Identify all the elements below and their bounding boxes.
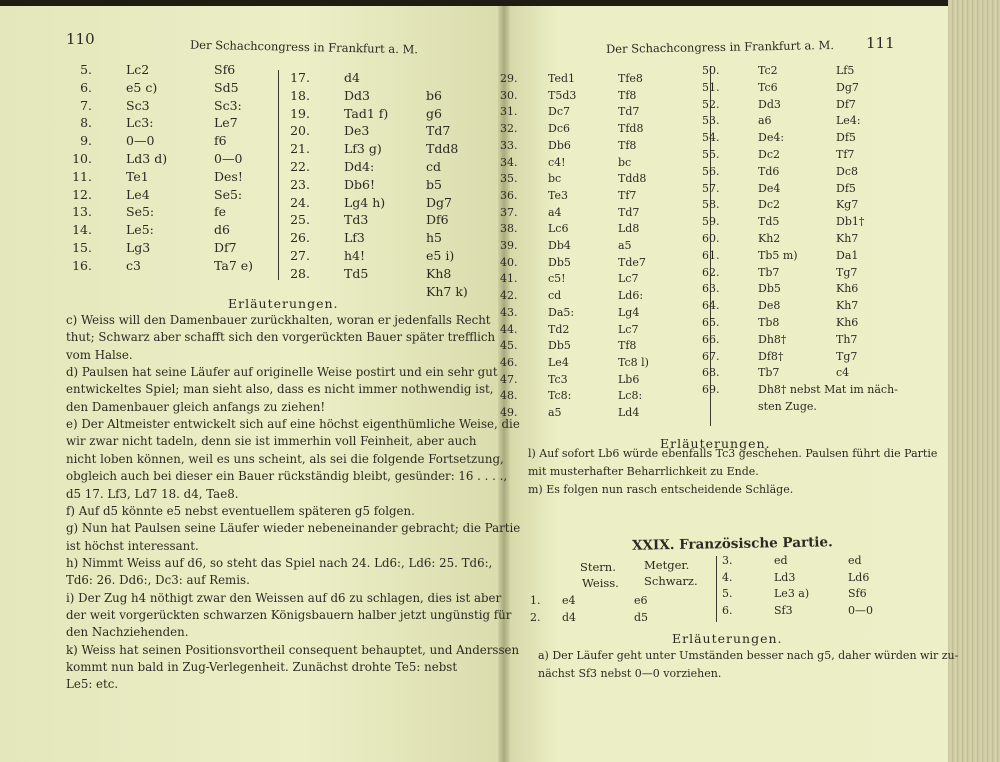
move-number: 57. (702, 181, 720, 195)
game-notes-heading: Erläuterungen. (672, 631, 783, 646)
white-move: bc (548, 172, 562, 186)
white-move: Tb7 (758, 366, 780, 380)
move-number: 51. (702, 80, 720, 94)
move-number: 48. (500, 389, 518, 403)
note-line: i) Der Zug h4 nöthigt zwar den Weissen auf d6 zu schlagen, dies ist aber (66, 590, 502, 605)
move-number: 6. (722, 603, 733, 617)
black-move: Db1† (836, 215, 865, 229)
move-number: 7. (80, 97, 92, 113)
black-move: ed (848, 554, 862, 567)
black-move: Tf7 (836, 148, 855, 161)
white-move: Tc2 (758, 64, 778, 77)
black-move: Df7 (836, 97, 856, 111)
move-number: 47. (500, 372, 518, 386)
black-move: g6 (426, 105, 442, 121)
move-number: 43. (500, 305, 518, 319)
black-move: Tf7 (618, 188, 637, 202)
move-number: 15. (72, 240, 92, 255)
move-number: 28. (290, 265, 310, 281)
move-number: 19. (290, 105, 310, 121)
move-number: 67. (702, 349, 720, 363)
black-move: Ld6: (618, 289, 644, 303)
white-move: Le4 (126, 186, 150, 202)
white-move: Td3 (344, 212, 369, 228)
white-move: Lc6 (548, 222, 569, 236)
white-move: Dh8† nebst Mat im näch- (758, 383, 898, 397)
white-move: c5! (548, 272, 566, 286)
move-number: 37. (500, 205, 518, 219)
move-number: 35. (500, 172, 518, 186)
white-move: sten Zuge. (758, 400, 817, 413)
note-line: ist höchst interessant. (66, 538, 199, 553)
note-line: thut; Schwarz aber schafft sich den vorgerückten Bauer später trefflich (66, 330, 496, 345)
white-move: d4 (562, 611, 577, 624)
white-move: Td5 (344, 265, 369, 281)
move-number: 64. (702, 299, 720, 313)
white-move: Tb5 m) (758, 248, 798, 262)
white-move: T5d3 (548, 88, 577, 102)
player-black: Metger. (644, 558, 690, 572)
white-move: De3 (344, 123, 370, 139)
white-move: Lc2 (126, 62, 150, 77)
move-number: 45. (500, 339, 518, 353)
note-line: den Damenbauer gleich anfangs zu ziehen! (66, 399, 326, 414)
move-number: 17. (290, 70, 310, 85)
black-move: Dc8 (836, 164, 858, 178)
black-move: Td7 (618, 105, 640, 119)
white-move: Ted1 (548, 72, 576, 85)
note-line: den Nachziehenden. (66, 625, 189, 640)
label-white: Weiss. (582, 576, 619, 590)
black-move: Tfe8 (618, 72, 643, 85)
move-number: 59. (702, 215, 720, 229)
white-move: Se5: (126, 204, 155, 220)
move-number: 50. (702, 64, 720, 77)
game-title: XXIX. Französische Partie. (631, 534, 833, 554)
white-move: Tb7 (758, 265, 780, 279)
note-line: Td6: 26. Dd6:, Dc3: auf Remis. (66, 573, 250, 588)
white-move: Dh8† (758, 332, 787, 346)
white-move: Kh2 (758, 232, 781, 245)
black-move: Des! (214, 168, 243, 184)
note-line: h) Nimmt Weiss auf d6, so steht das Spiel nach 24. Ld6:, Ld6: 25. Td6:, (66, 555, 493, 570)
move-number: 27. (290, 248, 310, 263)
player-white: Stern. (580, 560, 616, 574)
move-number: 32. (500, 122, 518, 136)
white-move: Le5: (126, 222, 154, 238)
move-number: 53. (702, 114, 720, 128)
white-move: e5 c) (126, 79, 158, 95)
note-line: d5 17. Lf3, Ld7 18. d4, Tae8. (66, 486, 239, 501)
black-move: e5 i) (426, 248, 455, 263)
black-move: Da1 (836, 248, 859, 262)
white-move: Te1 (126, 168, 149, 184)
white-move: Dd3 (344, 87, 370, 103)
note-line: c) Weiss will den Damenbauer zurückhalten, woran er jedenfalls Recht (66, 313, 491, 327)
black-move: Kg7 (836, 198, 859, 212)
white-move: Dd4: (344, 159, 375, 174)
black-move: Dg7 (836, 80, 859, 94)
black-move: bc (618, 155, 632, 169)
black-move: Th7 (836, 332, 858, 346)
black-move: Tdd8 (426, 141, 459, 157)
black-move: Tde7 (618, 255, 646, 269)
white-move: Te3 (548, 188, 568, 202)
white-move: c3 (126, 257, 141, 273)
black-move: cd (426, 159, 442, 174)
move-number: 10. (72, 151, 92, 166)
white-move: Db4 (548, 239, 571, 252)
white-move: Db6! (344, 176, 375, 192)
black-move: Kh6 (836, 282, 859, 296)
black-move: h5 (426, 230, 443, 246)
white-move: Dc2 (758, 148, 780, 161)
white-move: Td6 (758, 164, 780, 178)
white-move: Da5: (548, 305, 575, 319)
black-move: c4 (836, 366, 850, 380)
note-line: d) Paulsen hat seine Läufer auf originelle Weise postirt und ein sehr gut (66, 365, 498, 380)
black-move: Td7 (426, 123, 451, 139)
note-line: f) Auf d5 könnte e5 nebst eventuellem späteren g5 folgen. (66, 503, 415, 518)
move-number: 6. (80, 79, 92, 95)
right-running-head: Der Schachcongress in Frankfurt a. M. (605, 38, 835, 56)
move-number: 21. (290, 141, 310, 157)
black-move: Lc7 (618, 322, 639, 336)
black-move: Tg7 (836, 265, 858, 279)
black-move: 0—0 (848, 603, 873, 617)
black-move: d5 (634, 611, 649, 624)
move-number: 62. (702, 265, 720, 279)
black-move: Kh7 (836, 232, 859, 245)
move-number: 69. (702, 383, 720, 397)
note-line: Le5: etc. (66, 677, 119, 692)
white-move: c4! (548, 155, 566, 169)
white-move: Ld3 d) (126, 151, 168, 166)
black-move: Sf6 (214, 62, 236, 77)
black-move: Sc3: (214, 97, 242, 113)
move-number: 9. (80, 133, 92, 149)
white-move: Dd3 (758, 97, 781, 111)
move-number: 60. (702, 232, 720, 245)
white-move: De4: (758, 131, 785, 145)
white-move: Dc2 (758, 198, 780, 212)
black-move: Le4: (836, 114, 861, 128)
black-move: Ld8 (618, 222, 640, 236)
move-number: 46. (500, 355, 518, 369)
white-move: ed (774, 554, 788, 567)
white-move: Lc3: (126, 115, 154, 131)
move-number: 39. (500, 239, 518, 252)
black-move: fe (214, 204, 227, 220)
white-move: Le4 (548, 355, 569, 369)
note-line: kommt nun bald in Zug-Verlegenheit. Zunächst drohte Te5: nebst (66, 660, 458, 674)
left-notes-heading: Erläuterungen. (228, 296, 339, 311)
white-move: h4! (344, 248, 366, 263)
black-move: Lb6 (618, 372, 640, 386)
black-move: e6 (634, 594, 648, 607)
note-line: l) Auf sofort Lb6 würde ebenfalls Tc3 geschehen. Paulsen führt die Partie (528, 447, 938, 460)
move-number: 12. (72, 186, 92, 202)
black-move: Tfd8 (618, 122, 644, 136)
move-number: 18. (290, 87, 310, 103)
white-move: Sc3 (126, 97, 150, 113)
white-move: Td5 (758, 215, 780, 229)
move-number: 49. (500, 406, 518, 419)
white-move: Dc7 (548, 105, 570, 119)
note-line: der weit vorgerückten schwarzen Königsbauern halber jetzt ungünstig für (66, 607, 512, 622)
note-line: g) Nun hat Paulsen seine Läufer wieder nebeneinander gebracht; die Partie (66, 521, 521, 536)
game-column-divider (716, 556, 717, 622)
move-number: 54. (702, 131, 720, 145)
black-move: Se5: (214, 186, 243, 202)
white-move: Lg3 (126, 240, 151, 255)
black-move: Dg7 (426, 194, 452, 210)
move-number: 52. (702, 97, 720, 111)
black-move: Tc8 l) (618, 355, 649, 369)
move-number: 1. (530, 594, 541, 607)
left-running-head: Der Schachcongress in Frankfurt a. M. (189, 37, 419, 57)
black-move: Lg4 (618, 305, 640, 319)
move-number: 23. (290, 176, 310, 192)
move-number: 24. (290, 194, 310, 210)
move-number: 34. (500, 155, 518, 169)
note-line: nicht loben können, weil es uns scheint, als sei die folgende Fortsetzung, (66, 451, 504, 466)
move-number: 25. (290, 212, 310, 228)
black-move: Tdd8 (618, 172, 647, 186)
move-number: 29. (500, 72, 518, 85)
black-move: Df6 (426, 212, 449, 228)
move-number: 16. (72, 257, 92, 273)
black-move: Ld4 (618, 406, 640, 419)
move-number: 63. (702, 282, 720, 296)
white-move: d4 (344, 70, 360, 85)
move-number: 4. (722, 570, 733, 584)
black-move: Tg7 (836, 349, 858, 363)
white-move: Ld3 (774, 570, 796, 584)
note-line: a) Der Läufer geht unter Umständen besser nach g5, daher würden wir zu- (538, 649, 959, 662)
white-move: De8 (758, 299, 781, 313)
white-move: Lf3 g) (344, 141, 382, 157)
move-number: 20. (290, 123, 310, 139)
move-number: 40. (500, 255, 518, 269)
white-move: Sf3 (774, 603, 793, 617)
black-move: b5 (426, 176, 442, 192)
white-move: Lg4 h) (344, 194, 386, 210)
move-number: 33. (500, 138, 518, 152)
white-move: a6 (758, 114, 772, 128)
white-move: Tad1 f) (344, 105, 389, 121)
note-line: wir zwar nicht tadeln, denn sie ist immerhin voll Feinheit, aber auch (66, 434, 477, 449)
move-number: 5. (722, 587, 733, 600)
move-number: 2. (530, 611, 541, 624)
move-number: 38. (500, 222, 518, 236)
note-line: obgleich auch bei dieser ein Bauer rückständig bleibt, gesünder: 16 . . . ., (66, 469, 508, 484)
white-move: Db5 (548, 255, 571, 269)
note-line: m) Es folgen nun rasch entscheidende Schläge. (528, 482, 794, 496)
black-move: Lc7 (618, 272, 639, 286)
black-move: Df5 (836, 131, 856, 145)
right-page-number: 111 (866, 34, 895, 52)
black-move: Kh7 k) (426, 283, 468, 299)
black-move: d6 (214, 222, 230, 238)
black-move: Sf6 (848, 587, 867, 600)
white-move: Db5 (758, 282, 781, 296)
black-move: Lf5 (836, 64, 855, 77)
move-number: 61. (702, 248, 720, 262)
move-number: 30. (500, 88, 518, 102)
white-move: Df8† (758, 349, 784, 363)
black-move: Kh7 (836, 299, 859, 313)
move-number: 5. (80, 62, 92, 77)
black-move: Kh8 (426, 265, 452, 281)
white-move: Tc6 (758, 80, 778, 94)
move-number: 22. (290, 159, 310, 174)
white-move: Tc8: (548, 389, 572, 403)
move-number: 55. (702, 148, 720, 161)
black-move: Sd5 (214, 79, 239, 95)
move-number: 56. (702, 164, 720, 178)
white-move: Db6 (548, 138, 571, 152)
black-move: Df7 (214, 240, 237, 255)
move-number: 68. (702, 366, 720, 380)
move-number: 36. (500, 188, 518, 202)
note-line: nächst Sf3 nebst 0—0 vorziehen. (538, 667, 722, 680)
move-number: 65. (702, 316, 720, 329)
move-number: 13. (72, 204, 92, 220)
black-move: Td7 (618, 205, 640, 219)
black-move: 0—0 (214, 151, 243, 166)
move-number: 11. (72, 168, 92, 184)
note-line: e) Der Altmeister entwickelt sich auf eine höchst eigenthümliche Weise, die (66, 417, 520, 432)
move-number: 58. (702, 198, 720, 212)
black-move: b6 (426, 87, 442, 103)
white-move: a5 (548, 406, 562, 419)
white-move: Tb8 (758, 316, 780, 329)
white-move: Dc6 (548, 122, 570, 136)
move-number: 14. (72, 222, 92, 238)
black-move: Tf8 (618, 339, 637, 353)
white-move: 0—0 (126, 133, 155, 149)
white-move: De4 (758, 181, 781, 195)
black-move: Lc8: (618, 389, 643, 403)
move-number: 44. (500, 322, 518, 336)
move-number: 42. (500, 289, 518, 303)
black-move: Df5 (836, 181, 856, 195)
note-line: mit musterhafter Beharrlichkeit zu Ende. (528, 464, 759, 478)
black-move: a5 (618, 239, 632, 252)
move-number: 66. (702, 332, 720, 346)
black-move: Tf8 (618, 88, 637, 102)
note-line: entwickeltes Spiel; man sieht also, dass es nicht immer nothwendig ist, (66, 382, 494, 397)
white-move: a4 (548, 205, 562, 219)
white-move: Lf3 (344, 230, 365, 246)
black-move: f6 (214, 133, 227, 149)
right-notes-heading: Erläuterungen. (660, 436, 771, 451)
white-move: cd (548, 289, 562, 303)
move-number: 26. (290, 230, 310, 246)
note-line: k) Weiss hat seinen Positionsvortheil consequent behauptet, und Anderssen (66, 642, 520, 657)
move-number: 3. (722, 554, 733, 567)
black-move: Tf8 (618, 138, 637, 152)
white-move: Td2 (548, 322, 570, 336)
move-number: 31. (500, 105, 518, 119)
note-line: vom Halse. (66, 347, 133, 362)
move-number: 41. (500, 272, 518, 286)
left-column-divider (278, 70, 279, 280)
move-number: 8. (80, 115, 92, 131)
black-move: Ld6 (848, 570, 870, 584)
black-move: Ta7 e) (214, 257, 254, 273)
white-move: Tc3 (548, 372, 568, 386)
black-move: Le7 (214, 115, 238, 131)
black-move: Kh6 (836, 316, 859, 329)
left-page-number: 110 (66, 30, 95, 48)
white-move: Le3 a) (774, 587, 810, 600)
label-black: Schwarz. (644, 574, 698, 588)
white-move: e4 (562, 594, 576, 607)
white-move: Db5 (548, 339, 571, 353)
